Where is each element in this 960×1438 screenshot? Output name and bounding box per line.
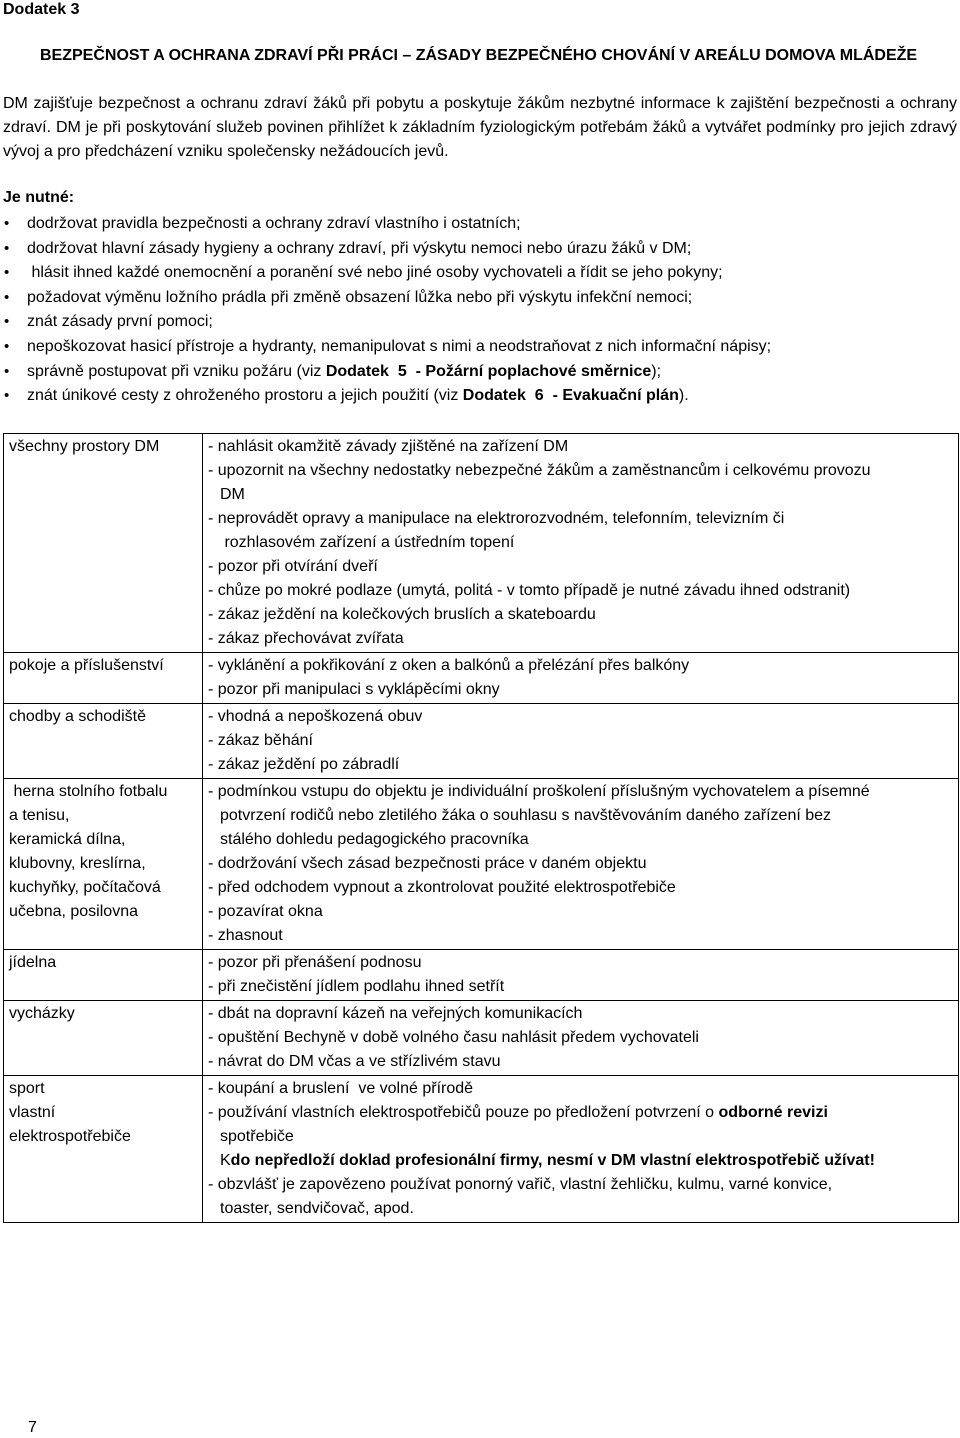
rule-line: spotřebiče	[220, 1128, 294, 1145]
area-label: keramická dílna,	[9, 831, 126, 848]
bullet-icon: •	[4, 362, 10, 380]
bullet-icon: •	[4, 264, 10, 282]
rule-line: - obzvlášť je zapovězeno používat ponorný vařič, vlastní žehličku, kulmu, varné konvice,	[208, 1176, 833, 1193]
rules-row-corridors	[4, 704, 959, 779]
rules-row-activity-rooms	[4, 779, 959, 950]
must-item-text: hlásit ihned každé onemocnění a poranění své nebo jiné osoby vychovateli a řídit se jeho pokyny;	[27, 264, 723, 282]
area-label: pokoje a příslušenství	[9, 657, 164, 674]
area-cell	[4, 1001, 203, 1076]
rule-line: - neprovádět opravy a manipulace na elektrorozvodném, telefonním, televizním či	[208, 510, 785, 527]
intro-text: DM zajišťuje bezpečnost a ochranu zdraví žáků při pobytu a poskytuje žákům nezbytné informace k zajištění bezpečnosti a ochrany zdraví. DM je při poskytování služeb povinen přihlížet k základním fyziologickým potřebám žáků a vytvářet podmínky pro jejich zdravý vývoj a pro předcházení vzniku společensky nežádoucích jevů.	[3, 95, 957, 160]
rules-row-canteen	[4, 950, 959, 1001]
rule-line: DM	[220, 486, 245, 503]
area-cell	[4, 779, 203, 950]
area-label: herna stolního fotbalu	[9, 783, 168, 800]
document-title: BEZPEČNOST A OCHRANA ZDRAVÍ PŘI PRÁCI – ZÁSADY BEZPEČNÉHO CHOVÁNÍ V AREÁLU DOMOVA MLÁDEŽE	[40, 47, 918, 64]
must-item-escape	[3, 384, 953, 409]
area-label: klubovny, kreslírna,	[9, 855, 146, 872]
rule-line: - návrat do DM včas a ve střízlivém stavu	[208, 1053, 501, 1070]
rule-line: - podmínkou vstupu do objektu je individuální proškolení příslušným vychovatelem a písemné	[208, 783, 870, 800]
must-item-text: dodržovat pravidla bezpečnosti a ochrany zdraví vlastního i ostatních;	[27, 215, 521, 232]
bullet-icon: •	[4, 313, 10, 331]
rules-cell	[203, 779, 959, 950]
must-item-fire	[3, 360, 953, 385]
area-label: všechny prostory DM	[9, 438, 160, 455]
rules-cell	[203, 950, 959, 1001]
area-label: jídelna	[9, 954, 57, 971]
rule-line: - zákaz běhání	[208, 732, 313, 749]
rules-row-rooms	[4, 653, 959, 704]
rule-line: stálého dohledu pedagogického pracovníka	[220, 831, 529, 848]
must-item-text: správně postupovat při vzniku požáru (viz	[27, 362, 326, 380]
rules-cell	[203, 434, 959, 653]
rules-table	[3, 433, 959, 1223]
appendix-label: Dodatek 3	[3, 1, 80, 18]
rule-line: - zákaz ježdění na kolečkových bruslích a skateboardu	[208, 606, 596, 623]
rule-text: - používání vlastních elektrospotřebičů pouze po předložení potvrzení o	[208, 1104, 719, 1121]
rule-line: - upozornit na všechny nedostatky nebezpečné žákům a zaměstnancům i celkovému provozu	[208, 462, 871, 479]
rule-line: - vyklánění a pokřikování z oken a balkónů a přelézání přes balkóny	[208, 657, 690, 674]
must-heading: Je nutné:	[3, 189, 75, 206]
intro-paragraph	[3, 92, 957, 164]
area-label: učebna, posilovna	[9, 903, 138, 920]
must-item-text: znát zásady první pomoci;	[27, 313, 213, 331]
rule-line: potvrzení rodičů nebo zletilého žáka o souhlasu s navštěvováním daného zařízení bez	[220, 807, 832, 824]
must-list	[3, 212, 953, 409]
bullet-icon: •	[4, 288, 10, 306]
rule-line: - opuštění Bechyně v době volného času nahlásit předem vychovateli	[208, 1029, 699, 1046]
must-item	[3, 335, 953, 360]
area-cell	[4, 653, 203, 704]
must-item-text-end: ).	[678, 387, 689, 405]
rule-line: - nahlásit okamžitě závady zjištěné na zařízení DM	[208, 438, 569, 455]
bullet-icon: •	[4, 215, 10, 232]
rules-row-walks	[4, 1001, 959, 1076]
rule-line: - pozor při manipulaci s vyklápěcími okny	[208, 681, 500, 698]
area-label: vycházky	[9, 1005, 75, 1022]
rule-line: - zákaz přechovávat zvířata	[208, 630, 404, 647]
rule-line	[208, 1101, 953, 1125]
rule-line	[208, 1149, 953, 1173]
must-item-text: požadovat výměnu ložního prádla při změně obsazení lůžka nebo při výskytu infekční nemoci;	[27, 288, 693, 306]
area-label: elektrospotřebiče	[9, 1128, 131, 1145]
must-item	[3, 212, 953, 237]
appliance-ban-warning: do nepředloží doklad profesionální firmy, nesmí v DM vlastní elektrospotřebič užívat!	[230, 1152, 875, 1169]
rule-line: - chůze po mokré podlaze (umytá, politá - v tomto případě je nutné závadu ihned odstranit)	[208, 582, 851, 599]
area-label: chodby a schodiště	[9, 708, 146, 725]
rule-line: - pozor při přenášení podnosu	[208, 954, 422, 971]
page-number: 7	[28, 1419, 37, 1436]
area-cell	[4, 704, 203, 779]
rule-line: - pozavírat okna	[208, 903, 323, 920]
area-label: vlastní	[9, 1104, 56, 1121]
evacuation-plan-ref: Dodatek 6 - Evakuační plán	[462, 387, 679, 405]
bullet-icon: •	[4, 387, 10, 405]
rule-line: - před odchodem vypnout a zkontrolovat použité elektrospotřebiče	[208, 879, 676, 896]
rules-cell	[203, 653, 959, 704]
area-cell	[4, 434, 203, 653]
bullet-icon: •	[4, 337, 10, 355]
must-item-text: nepoškozovat hasicí přístroje a hydranty, nemanipulovat s nimi a neodstraňovat z nich informační nápisy;	[27, 337, 772, 355]
rule-line: - dbát na dopravní kázeň na veřejných komunikacích	[208, 1005, 583, 1022]
must-item	[3, 286, 953, 311]
area-label: kuchyňky, počítačová	[9, 879, 161, 896]
rule-line: - pozor při otvírání dveří	[208, 558, 378, 575]
must-item	[3, 237, 953, 262]
rule-line: - koupání a bruslení ve volné přírodě	[208, 1080, 474, 1097]
professional-revision-text: odborné revizi	[718, 1104, 828, 1121]
area-label: a tenisu,	[9, 807, 70, 824]
rule-text: K	[220, 1152, 231, 1169]
fire-directive-ref: Dodatek 5 - Požární poplachové směrnice	[325, 362, 652, 380]
area-cell	[4, 950, 203, 1001]
rule-line: - dodržování všech zásad bezpečnosti práce v daném objektu	[208, 855, 647, 872]
must-item	[3, 310, 953, 335]
bullet-icon: •	[4, 239, 10, 257]
rules-row-all-areas	[4, 434, 959, 653]
rule-line: toaster, sendvičovač, apod.	[220, 1200, 414, 1217]
must-item-text: znát únikové cesty z ohroženého prostoru a jejich použití (viz	[27, 387, 463, 405]
rule-line: - zákaz ježdění po zábradlí	[208, 756, 400, 773]
rule-line: rozhlasovém zařízení a ústředním topení	[220, 534, 515, 551]
area-cell	[4, 1076, 203, 1223]
rules-cell	[203, 1001, 959, 1076]
rule-line: - zhasnout	[208, 927, 283, 944]
rule-line: - vhodná a nepoškozená obuv	[208, 708, 423, 725]
must-item-text: dodržovat hlavní zásady hygieny a ochrany zdraví, při výskytu nemoci nebo úrazu žáků v DM;	[27, 239, 692, 257]
must-item	[3, 261, 953, 286]
must-item-text-end: );	[651, 362, 662, 380]
rule-line: - při znečistění jídlem podlahu ihned setřít	[208, 978, 505, 995]
rules-cell	[203, 704, 959, 779]
rules-row-sport-appliances	[4, 1076, 959, 1223]
rules-cell	[203, 1076, 959, 1223]
area-label: sport	[9, 1080, 45, 1097]
